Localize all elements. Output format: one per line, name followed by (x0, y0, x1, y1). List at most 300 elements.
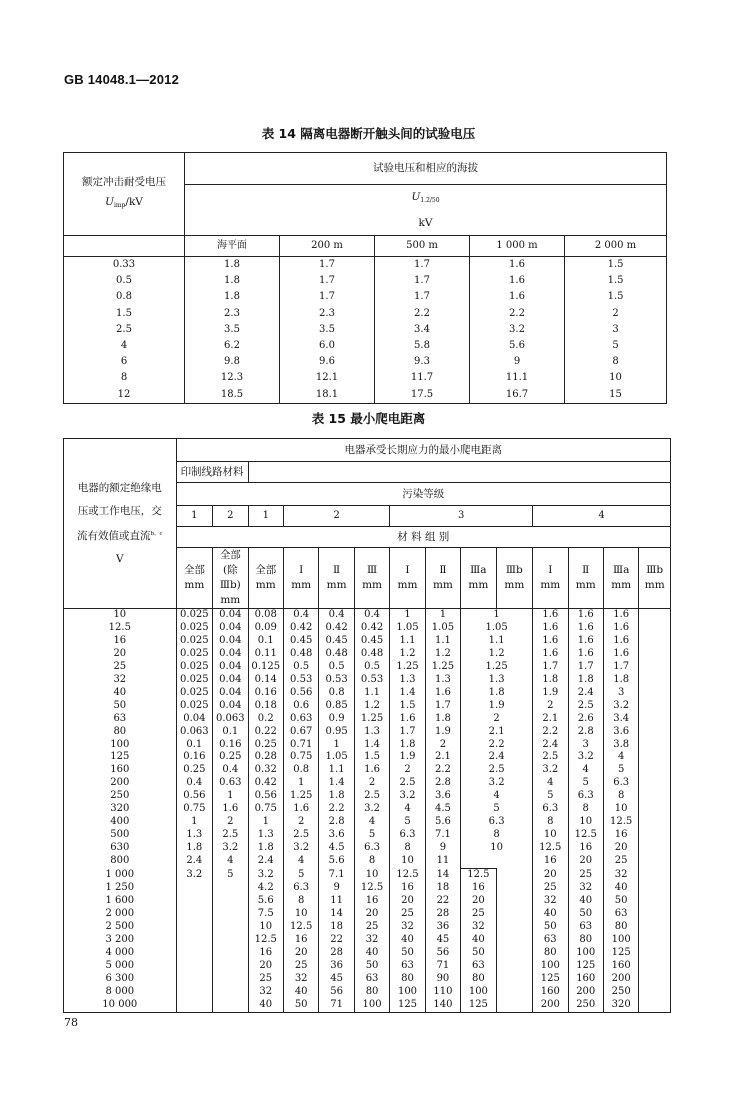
table15-cell-p4-IIIb (639, 842, 671, 855)
table15-cell (176, 882, 212, 895)
table15-cell: 1.25 (425, 661, 460, 674)
table15-cell-p3-III-merged: 1.05 (461, 622, 533, 635)
table15-cell (213, 973, 248, 986)
table15-cell: 80 (354, 986, 389, 999)
table15-cell: 32 (283, 973, 318, 986)
table15-cell: 100 (390, 986, 425, 999)
table15-material-header (390, 548, 425, 609)
table14 (63, 152, 667, 404)
table15-cell-p3-III-merged: 1.9 (461, 700, 533, 713)
table15-cell: 0.063 (176, 726, 212, 739)
table14-cell: 9.3 (375, 354, 470, 370)
table15-voltage: 50 (64, 700, 177, 713)
table15-cell (213, 947, 248, 960)
table15-cell: 1.6 (213, 803, 248, 816)
table15-material-header (639, 548, 671, 609)
table15-cell: 0.04 (213, 674, 248, 687)
table15-cell: 2 (213, 816, 248, 829)
table15-cell: 0.1 (248, 635, 283, 648)
table15-cell-p3-IIIa: 63 (461, 960, 496, 973)
table15-cell: 160 (603, 960, 638, 973)
table14-cell: 0.8 (64, 289, 185, 305)
table15-cell: 1.25 (354, 713, 389, 726)
table15-cell: 3.2 (283, 842, 318, 855)
table15-cell-p4-IIIb (639, 790, 671, 803)
table15-group-header: 电器承受长期应力的最小爬电距离 (176, 439, 670, 462)
table15-cell: 250 (568, 999, 603, 1012)
table15-cell: 16 (283, 934, 318, 947)
table15-cell-p3-IIIb (496, 947, 532, 960)
table15-material-header (568, 548, 603, 609)
table15-cell-p3-IIIb (496, 973, 532, 986)
table15-cell: 20 (568, 855, 603, 868)
table15-cell: 20 (248, 960, 283, 973)
table15-cell: 1 (176, 816, 212, 829)
table15-cell: 12.5 (603, 816, 638, 829)
table15-cell: 50 (603, 895, 638, 908)
table15-cell: 2.4 (248, 855, 283, 868)
table15-cell-p4-IIIb (639, 986, 671, 999)
table15-voltage: 20 (64, 648, 177, 661)
table15-cell: 20 (533, 869, 568, 882)
table15-cell: 5 (533, 790, 568, 803)
table15-cell: 1.5 (354, 751, 389, 764)
table15-cell: 32 (354, 934, 389, 947)
table15-cell: 4 (213, 855, 248, 868)
table14-cell: 0.33 (64, 257, 185, 274)
table15-cell: 0.56 (248, 790, 283, 803)
table15-cell: 22 (319, 934, 354, 947)
table14-cell: 3.5 (280, 322, 375, 338)
table15-cell: 10 (283, 908, 318, 921)
table15-cell: 12.5 (354, 882, 389, 895)
table15-row (64, 855, 671, 868)
table15-cell: 4 (603, 751, 638, 764)
table15-cell: 80 (390, 973, 425, 986)
table14-row (64, 370, 667, 386)
table15-cell-p4-IIIb (639, 869, 671, 882)
table15-cell: 1.1 (390, 635, 425, 648)
table15-voltage: 630 (64, 842, 177, 855)
table15-row (64, 947, 671, 960)
table15-cell: 0.48 (319, 648, 354, 661)
table15-cell: 7.1 (319, 869, 354, 882)
table15-cell-p3-IIIb (496, 934, 532, 947)
table15-voltage: 1 250 (64, 882, 177, 895)
table15-cell: 0.16 (248, 687, 283, 700)
table15-cell: 1.6 (533, 622, 568, 635)
table14-cell: 2.2 (470, 306, 565, 322)
table14-altitude-header: 500 m (375, 236, 470, 257)
table15-material-header (425, 548, 460, 609)
table15-cell: 3.2 (390, 790, 425, 803)
table14-caption: 表 14 隔离电器断开触头间的试验电压 (261, 126, 476, 141)
table15-material-header (533, 548, 568, 609)
table15-voltage: 12.5 (64, 622, 177, 635)
table15-cell: 1.1 (319, 764, 354, 777)
table15-cell: 6.3 (354, 842, 389, 855)
table15-voltage: 6 300 (64, 973, 177, 986)
table15-cell: 0.1 (213, 726, 248, 739)
table15-voltage: 400 (64, 816, 177, 829)
table15-cell (176, 986, 212, 999)
unit-label: mm (540, 579, 561, 591)
table15-cell: 9 (425, 842, 460, 855)
table15-cell-p4-IIIb (639, 713, 671, 726)
table15-cell: 3.2 (176, 869, 212, 882)
table14-cell: 8 (565, 354, 667, 370)
table15-cell: 50 (354, 960, 389, 973)
table15-cell: 1.1 (354, 687, 389, 700)
table15-cell: 2.5 (283, 829, 318, 842)
table15-voltage: 2 500 (64, 921, 177, 934)
table15-cell (213, 986, 248, 999)
table15-cell-p3-III-merged: 2.5 (461, 764, 533, 777)
table15-cell: 200 (568, 986, 603, 999)
table15-cell: 100 (354, 999, 389, 1012)
table15-cell: 0.04 (213, 687, 248, 700)
table15-row (64, 713, 671, 726)
table15-cell: 1.6 (603, 609, 638, 622)
table15-cell-p4-IIIb (639, 648, 671, 661)
table15-cell: 1.7 (390, 726, 425, 739)
table15-pollution-level: 3 (390, 506, 533, 527)
unit-label: mm (220, 594, 241, 606)
table15-cell: 1 (319, 739, 354, 752)
table15-cell: 100 (568, 947, 603, 960)
table15-cell-p3-IIIa: 50 (461, 947, 496, 960)
table15-cell-p4-IIIb (639, 947, 671, 960)
table15-cell: 32 (533, 895, 568, 908)
table14-empty-cell (64, 236, 185, 257)
table15-cell-p3-IIIa: 20 (461, 895, 496, 908)
table15-cell-p4-IIIb (639, 908, 671, 921)
table15-cell: 8 (603, 790, 638, 803)
table15-cell: 1.7 (603, 661, 638, 674)
table15-cell: 56 (319, 986, 354, 999)
table15-cell: 5 (390, 816, 425, 829)
table15-voltage: 250 (64, 790, 177, 803)
table15-voltage: 16 (64, 635, 177, 648)
table15-material-header (176, 548, 212, 609)
table15-cell: 16 (568, 842, 603, 855)
material-group-label: Ⅲb (505, 564, 523, 576)
table15-voltage: 1 000 (64, 869, 177, 882)
table15-cell-p3-IIIa: 80 (461, 973, 496, 986)
standard-number: GB 14048.1—2012 (64, 72, 180, 87)
table15-cell: 2.4 (568, 687, 603, 700)
table15-cell-p4-IIIb (639, 726, 671, 739)
table15-cell: 25 (533, 882, 568, 895)
table15-cell: 7.5 (248, 908, 283, 921)
table15-cell: 4.5 (319, 842, 354, 855)
table15-cell: 1.8 (568, 674, 603, 687)
table15-cell: 250 (603, 986, 638, 999)
table15-cell: 0.42 (354, 622, 389, 635)
table15-cell: 125 (603, 947, 638, 960)
table15-cell: 2.1 (533, 713, 568, 726)
table14-row (64, 322, 667, 338)
table15-cell: 0.48 (283, 648, 318, 661)
table15-cell: 125 (568, 960, 603, 973)
table15-voltage: 320 (64, 803, 177, 816)
table14-row (64, 289, 667, 305)
table15-cell: 32 (603, 869, 638, 882)
table15-cell: 125 (390, 999, 425, 1012)
table15-cell: 0.14 (248, 674, 283, 687)
table15-voltage: 8 000 (64, 986, 177, 999)
table15-cell: 25 (603, 855, 638, 868)
table15-cell: 2.5 (533, 751, 568, 764)
table14-cell: 9.6 (280, 354, 375, 370)
material-group-label: Ⅱ (439, 564, 447, 576)
table15-cell: 12.5 (533, 842, 568, 855)
material-group-label: Ⅰ (405, 564, 410, 576)
table15-cell: 6.3 (533, 803, 568, 816)
table14-cell: 15 (565, 387, 667, 404)
unit-label: mm (504, 579, 525, 591)
table15-cell-p4-IIIb (639, 855, 671, 868)
table15-row (64, 622, 671, 635)
table15-cell: 160 (568, 973, 603, 986)
table15-cell: 28 (425, 908, 460, 921)
material-group-label: 全部 (除Ⅲb) (219, 549, 241, 591)
table15-cell: 0.6 (283, 700, 318, 713)
table15-cell: 2.5 (390, 777, 425, 790)
material-group-label: Ⅰ (299, 564, 304, 576)
table15-voltage: 200 (64, 777, 177, 790)
table15-material-header (319, 548, 354, 609)
table15-cell: 0.45 (283, 635, 318, 648)
table15-row (64, 739, 671, 752)
table15-voltage: 1 600 (64, 895, 177, 908)
material-group-label: Ⅲ (366, 564, 378, 576)
table15-cell: 0.04 (213, 622, 248, 635)
material-group-label: Ⅲb (646, 564, 664, 576)
table15-voltage: 10 000 (64, 999, 177, 1012)
table14-cell: 1.7 (280, 257, 375, 274)
table15-cell: 1.05 (319, 751, 354, 764)
table15-cell: 20 (283, 947, 318, 960)
table15-cell: 12.5 (390, 869, 425, 882)
table15-voltage: 25 (64, 661, 177, 674)
table15-cell: 1.25 (390, 661, 425, 674)
unit-label: mm (575, 579, 596, 591)
table15-cell: 0.04 (213, 648, 248, 661)
table15-cell: 0.11 (248, 648, 283, 661)
table15-cell-p3-III-merged (461, 855, 533, 868)
table15-cell: 5 (354, 829, 389, 842)
table15-cell-p4-IIIb (639, 622, 671, 635)
table14-cell: 9 (470, 354, 565, 370)
table15-cell: 2.8 (319, 816, 354, 829)
table15-cell: 2.6 (568, 713, 603, 726)
table15-voltage: 800 (64, 855, 177, 868)
table15-material-header (283, 548, 318, 609)
table15-cell-p4-IIIb (639, 661, 671, 674)
material-group-label: Ⅰ (548, 564, 553, 576)
table15-row (64, 869, 671, 882)
table15-row (64, 609, 671, 622)
table15-cell-p3-IIIb (496, 908, 532, 921)
table15-row (64, 751, 671, 764)
table15-cell: 1.25 (283, 790, 318, 803)
table14-row (64, 257, 667, 274)
table15-cell: 1 (425, 609, 460, 622)
table15-cell: 36 (425, 921, 460, 934)
table14-cell: 2 (565, 306, 667, 322)
table15-pollution-level: 4 (533, 506, 671, 527)
material-group-label: Ⅲa (612, 564, 630, 576)
table15-cell: 2.4 (533, 739, 568, 752)
table15-cell-p3-III-merged: 3.2 (461, 777, 533, 790)
table15-cell (213, 999, 248, 1012)
table15-cell: 0.4 (176, 777, 212, 790)
table15-cell: 2.2 (319, 803, 354, 816)
table15-cell: 0.04 (213, 700, 248, 713)
table15-cell-p3-IIIa: 12.5 (461, 869, 496, 882)
table15-pollution-level: 1 (176, 506, 212, 527)
table15-cell: 0.025 (176, 609, 212, 622)
table15-cell-p3-III-merged: 10 (461, 842, 533, 855)
table15-cell: 5.6 (248, 895, 283, 908)
table15-cell-p3-IIIb (496, 960, 532, 973)
unit-label: mm (326, 579, 347, 591)
table15-cell: 0.9 (319, 713, 354, 726)
table15-cell: 16 (354, 895, 389, 908)
table15-cell: 0.125 (248, 661, 283, 674)
table15-cell: 2 (283, 816, 318, 829)
table15-cell: 16 (603, 829, 638, 842)
table15-cell: 45 (319, 973, 354, 986)
table15-cell: 2.1 (425, 751, 460, 764)
table15-cell: 2 (533, 700, 568, 713)
table15-cell: 2.4 (176, 855, 212, 868)
table15-cell: 3.6 (319, 829, 354, 842)
table15-cell-p3-III-merged: 2.4 (461, 751, 533, 764)
table15-cell: 1.3 (176, 829, 212, 842)
table15-cell (213, 934, 248, 947)
table15-rated-header: 电器的额定绝缘电 压或工作电压，交 流有效值或直流$^{b、c}$ V (64, 439, 177, 609)
table15-cell: 80 (568, 934, 603, 947)
table14-cell: 1.5 (565, 257, 667, 274)
table15-cell: 8 (533, 816, 568, 829)
table15-cell: 0.28 (248, 751, 283, 764)
table14-cell: 10 (565, 370, 667, 386)
table15-cell: 10 (354, 869, 389, 882)
table15-cell: 1 (390, 609, 425, 622)
table15-cell: 1.6 (425, 687, 460, 700)
table14-cell: 0.5 (64, 273, 185, 289)
table14-cell: 1.6 (470, 257, 565, 274)
table15-cell: 1.05 (425, 622, 460, 635)
table14-cell: 3.5 (185, 322, 280, 338)
table15-row (64, 842, 671, 855)
unit-label: mm (468, 579, 489, 591)
table14-cell: 5.8 (375, 338, 470, 354)
table15-pcb-label: 印制线路材料 (176, 462, 248, 483)
table15-cell-p3-III-merged: 2.1 (461, 726, 533, 739)
table15-cell: 10 (568, 816, 603, 829)
table15-cell: 1.3 (354, 726, 389, 739)
table15-cell: 0.45 (354, 635, 389, 648)
table14-row (64, 273, 667, 289)
table15-cell: 40 (283, 986, 318, 999)
table15-cell: 1.8 (603, 674, 638, 687)
table15-cell: 0.85 (319, 700, 354, 713)
table15-cell: 5 (283, 869, 318, 882)
table15-row (64, 934, 671, 947)
table14-cell: 1.5 (64, 306, 185, 322)
unit-label: mm (644, 579, 665, 591)
table15-cell-p3-IIIb (496, 999, 532, 1012)
table15-cell: 0.75 (248, 803, 283, 816)
table15-cell (213, 908, 248, 921)
table15-cell: 0.025 (176, 674, 212, 687)
table15-cell: 1.6 (568, 635, 603, 648)
table14-cell: 18.5 (185, 387, 280, 404)
table15-cell: 0.08 (248, 609, 283, 622)
table15-cell-p4-IIIb (639, 687, 671, 700)
table15-cell: 4 (568, 764, 603, 777)
table14-cell: 1.8 (185, 289, 280, 305)
table15-cell: 5.6 (319, 855, 354, 868)
table15-cell: 20 (603, 842, 638, 855)
table15-cell: 0.53 (283, 674, 318, 687)
unit-label: mm (184, 579, 205, 591)
table14-cell: 9.8 (185, 354, 280, 370)
table15-cell: 0.71 (283, 739, 318, 752)
table15-pollution-label: 污染等级 (176, 483, 670, 506)
table15-cell: 1.4 (390, 687, 425, 700)
table15-cell: 0.5 (319, 661, 354, 674)
table15-row (64, 986, 671, 999)
table14-group-header: 试验电压和相应的海拔 (185, 153, 667, 185)
table15-row (64, 999, 671, 1012)
table15-cell: 10 (603, 803, 638, 816)
table15-cell: 0.25 (213, 751, 248, 764)
table15-cell: 63 (533, 934, 568, 947)
table15-cell: 18 (319, 921, 354, 934)
table15-cell (213, 960, 248, 973)
table15-cell: 1.7 (425, 700, 460, 713)
table15-cell: 110 (425, 986, 460, 999)
table15-cell-p4-IIIb (639, 973, 671, 986)
table15-cell: 0.8 (283, 764, 318, 777)
table15-cell: 20 (354, 908, 389, 921)
table14-cell: 1.5 (565, 273, 667, 289)
table15-cell: 3 (568, 739, 603, 752)
table15-cell: 71 (425, 960, 460, 973)
table15-voltage: 2 000 (64, 908, 177, 921)
table15-cell: 40 (390, 934, 425, 947)
table15-cell: 0.025 (176, 648, 212, 661)
table15-cell-p4-IIIb (639, 934, 671, 947)
table15-cell (176, 960, 212, 973)
table14-voltage-unit: kV (185, 211, 667, 235)
table15-cell: 0.1 (176, 739, 212, 752)
table15-cell: 200 (533, 999, 568, 1012)
table15-cell: 2 (390, 764, 425, 777)
table15-cell: 0.5 (354, 661, 389, 674)
table14-cell: 1.6 (470, 273, 565, 289)
table15-cell: 2.8 (568, 726, 603, 739)
table15-cell: 1.8 (248, 842, 283, 855)
table15-cell: 4 (390, 803, 425, 816)
table15-cell: 14 (319, 908, 354, 921)
table15-cell: 1.8 (533, 674, 568, 687)
table15-cell-p4-IIIb (639, 777, 671, 790)
